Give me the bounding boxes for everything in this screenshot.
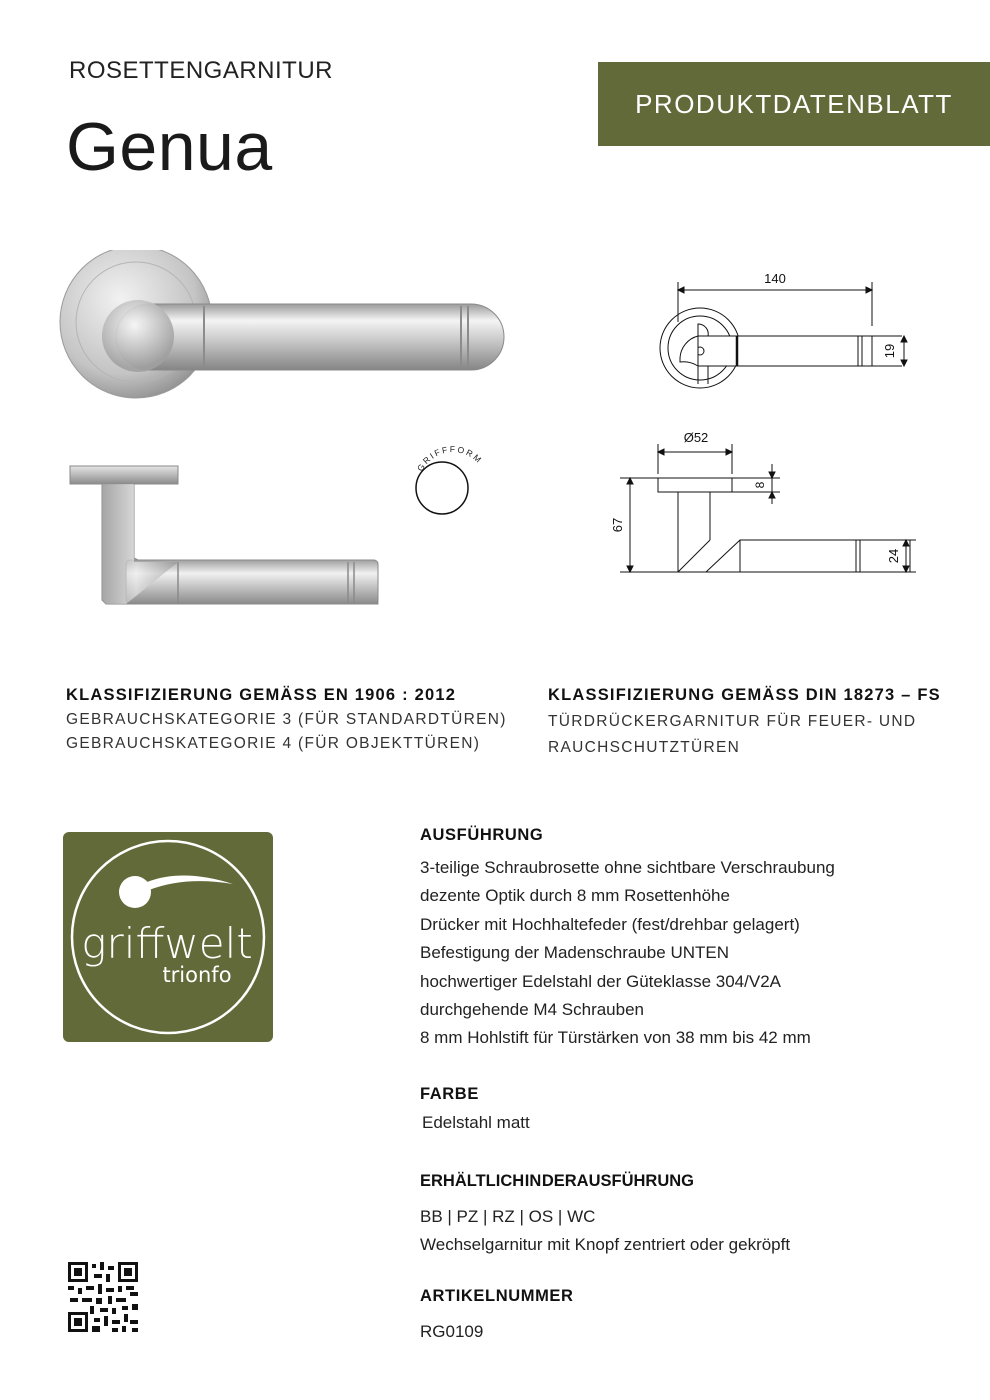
spec-line: 3-teilige Schraubrosette ohne sichtbare Verschraubung — [420, 858, 835, 877]
spec-farbe — [420, 1085, 530, 1137]
logo-sub: trionfo — [162, 963, 232, 987]
svg-text:GRIFFFORM — [415, 444, 485, 473]
dim-height: 19 — [882, 343, 897, 359]
spec-line: Drücker mit Hochhaltefeder (fest/drehbar gelagert) — [420, 914, 800, 934]
spec-farbe-value: Edelstahl matt — [422, 1113, 530, 1132]
classification-en-line: GEBRAUCHSKATEGORIE 4 (FÜR OBJEKTTÜREN) — [66, 735, 481, 752]
spec-erhaeltlich — [420, 1172, 790, 1260]
product-name: Genua — [66, 109, 273, 185]
product-photo-front — [56, 250, 516, 400]
spec-farbe-heading: FARBE — [420, 1085, 479, 1103]
classification-din-line: TÜRDRÜCKERGARNITUR FÜR FEUER- UND — [548, 713, 917, 730]
classification-din-line: RAUCHSCHUTZTÜREN — [548, 739, 741, 756]
logo-graphic — [63, 832, 273, 1042]
spec-line: 8 mm Hohlstift für Türstärken von 38 mm bis 42 mm — [420, 1028, 811, 1048]
spec-artikelnummer — [420, 1287, 574, 1346]
spec-ausfuehrung-heading: AUSFÜHRUNG — [420, 826, 544, 844]
spec-erhaeltlich-heading: ERHÄLTLICH IN DER AUSFÜHRUNG — [420, 1172, 694, 1190]
technical-drawing-side — [600, 424, 930, 594]
grip-shape-diagram — [410, 438, 496, 524]
classification-en-heading: KLASSIFIZIERUNG GEMÄSS EN 1906 : 2012 — [66, 686, 457, 704]
classification-en-line: GEBRAUCHSKATEGORIE 3 (FÜR STANDARDTÜREN) — [66, 711, 507, 728]
technical-drawing-top — [640, 262, 930, 392]
spec-line: Wechselgarnitur mit Knopf zentriert oder gekröpft — [420, 1235, 791, 1255]
product-category: ROSETTENGARNITUR — [69, 57, 334, 84]
spec-line: dezente Optik durch 8 mm Rosettenhöhe — [420, 886, 730, 906]
dim-rosette-height: 8 — [753, 481, 767, 489]
spec-line: durchgehende M4 Schrauben — [420, 1000, 644, 1020]
dim-projection: 67 — [610, 517, 625, 533]
grip-shape-label: GRIFFFORM — [414, 444, 485, 473]
dim-length: 140 — [764, 271, 786, 286]
dim-rosette-diameter: Ø52 — [683, 430, 709, 445]
spec-ausfuehrung — [420, 826, 835, 1053]
logo-brand: griffwelt — [81, 919, 253, 968]
qr-code[interactable] — [68, 1262, 138, 1332]
spec-line: BB | PZ | RZ | OS | WC — [420, 1207, 596, 1226]
dim-lever-height: 24 — [886, 548, 901, 564]
datasheet-banner: PRODUKTDATENBLATT — [598, 62, 990, 146]
classification-en — [66, 686, 507, 753]
product-photo-side — [66, 462, 386, 612]
griffwelt-logo — [63, 832, 273, 1042]
classification-din-heading: KLASSIFIZIERUNG GEMÄSS DIN 18273 – FS — [548, 686, 941, 704]
spec-line: Befestigung der Madenschraube UNTEN — [420, 943, 729, 963]
spec-artikelnummer-heading: ARTIKELNUMMER — [420, 1287, 574, 1305]
classification-din — [548, 686, 941, 757]
spec-line: hochwertiger Edelstahl der Güteklasse 304/V2A — [420, 971, 781, 991]
spec-artikelnummer-value: RG0109 — [420, 1322, 484, 1341]
